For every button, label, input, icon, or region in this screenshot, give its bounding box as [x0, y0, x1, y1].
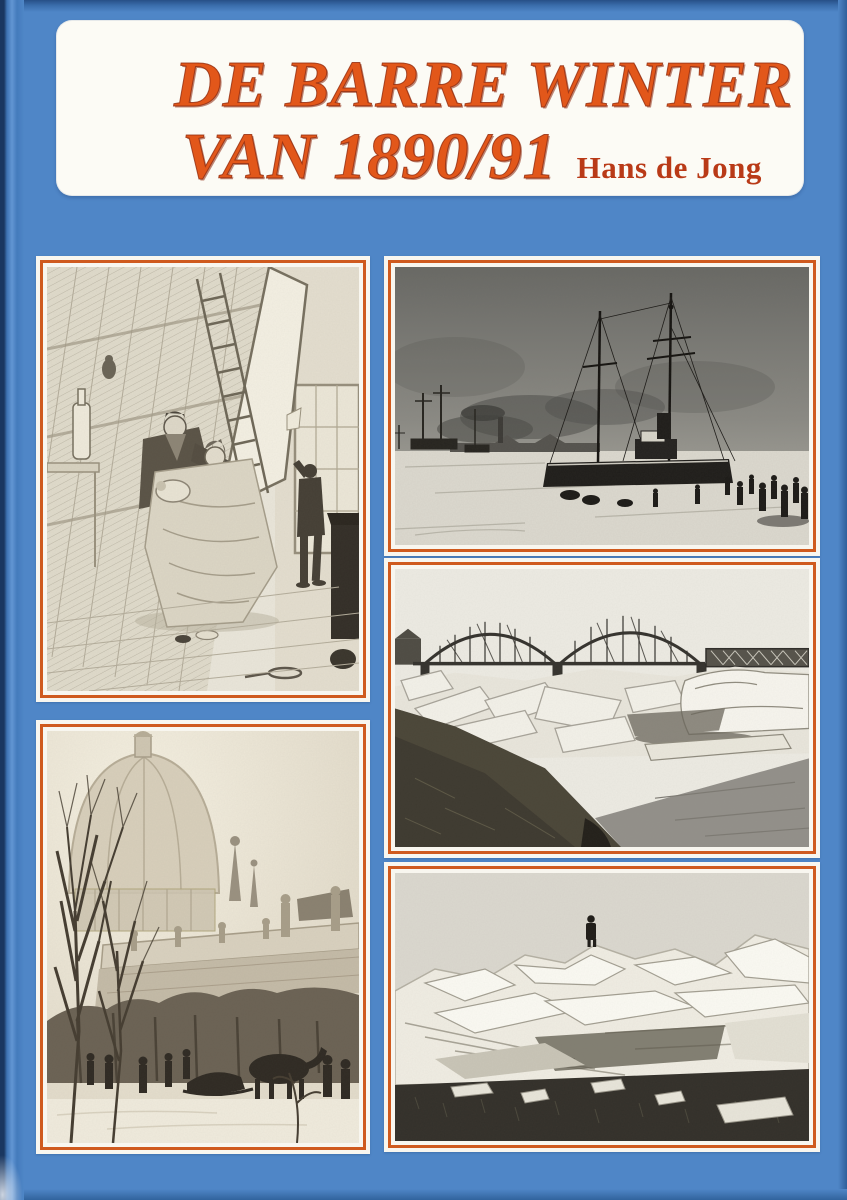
frame-bridge-ice: [384, 558, 820, 858]
frame-border-harbour: [388, 260, 816, 552]
frame-frozen-harbour: [384, 256, 820, 556]
book-right-edge: [838, 0, 847, 1200]
book-title-line1: DE BARRE WINTER: [174, 48, 793, 121]
frozen-harbour-steamship-engraving: [395, 267, 809, 545]
bridge-ice-floes-photo: [395, 569, 809, 847]
attic-family-engraving: [47, 267, 359, 691]
frame-border-bridge: [388, 562, 816, 854]
frame-border-ridge: [388, 866, 816, 1148]
book-bottom-edge: [0, 1189, 847, 1200]
book-top-edge: [0, 0, 847, 12]
title-row2: [182, 120, 762, 193]
frame-border-attic: [40, 260, 366, 698]
book-title-line2: VAN 1890/91: [182, 120, 557, 193]
domed-building-sleigh-photo: [47, 731, 359, 1143]
title-panel: [56, 20, 804, 196]
frame-border-dome: [40, 724, 366, 1150]
frame-ice-ridge: [384, 862, 820, 1152]
ice-ridge-man-photo: [395, 873, 809, 1141]
frame-attic-family: [36, 256, 370, 702]
book-spine-edge: [0, 0, 24, 1200]
author-name: Hans de Jong: [576, 150, 762, 185]
frame-domed-building: [36, 720, 370, 1154]
spine-wear-mark: [0, 1148, 26, 1200]
